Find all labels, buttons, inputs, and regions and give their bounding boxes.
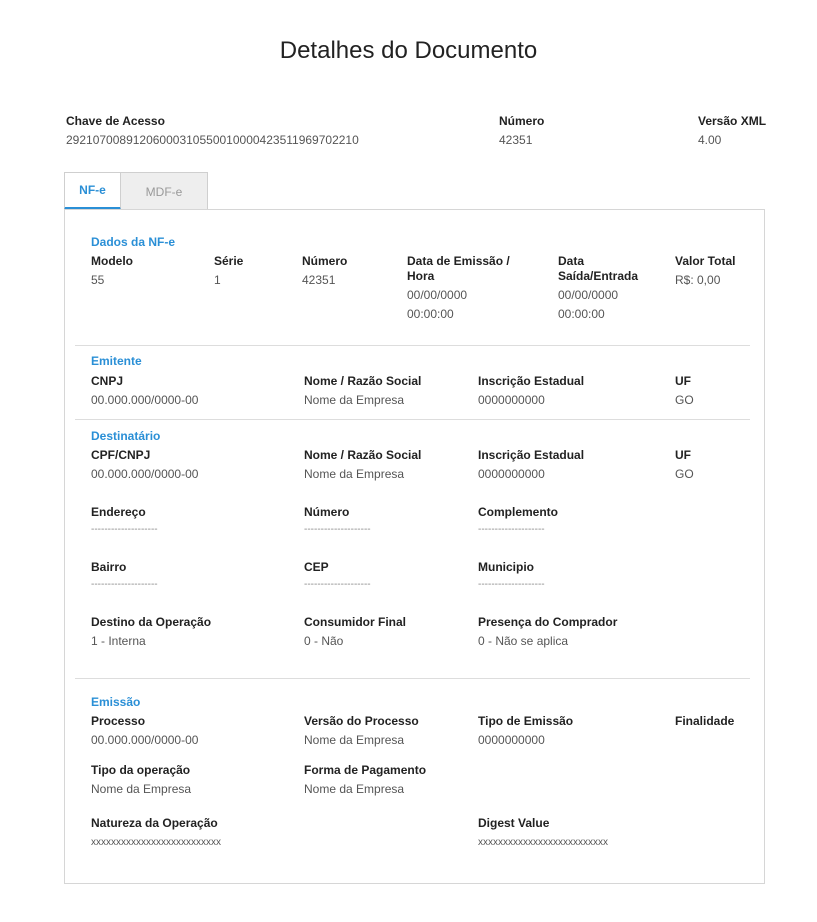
modelo-field xyxy=(91,254,133,288)
data-saida-label-entrada: Saída/Entrada xyxy=(558,269,639,283)
serie-value: 1 xyxy=(214,273,221,287)
emitente-uf-label: UF xyxy=(675,374,691,388)
tab-nfe[interactable]: NF-e xyxy=(64,172,121,210)
dest-nome-field xyxy=(304,448,421,482)
emissao-tipo-operacao-field xyxy=(91,763,191,797)
emissao-natureza-value: xxxxxxxxxxxxxxxxxxxxxxxxxx xyxy=(91,837,221,848)
tab-mdfe[interactable]: MDF-e xyxy=(121,172,208,210)
dest-destino-field xyxy=(91,615,211,649)
numero-nfe-value: 42351 xyxy=(302,273,336,287)
dest-numero-value: -------------------- xyxy=(304,524,371,535)
emissao-digest-value: xxxxxxxxxxxxxxxxxxxxxxxxxx xyxy=(478,837,608,848)
versao-xml-value: 4.00 xyxy=(698,133,722,147)
emitente-ie-label: Inscrição Estadual xyxy=(478,374,585,388)
dest-endereco-field xyxy=(91,505,158,537)
data-emissao-field xyxy=(407,254,510,322)
emissao-tipo-value: 0000000000 xyxy=(478,733,545,747)
dest-municipio-value: -------------------- xyxy=(478,579,545,590)
dest-nome-value: Nome da Empresa xyxy=(304,467,405,481)
numero-header-field xyxy=(499,114,544,148)
emissao-section-title: Emissão xyxy=(91,695,141,709)
emitente-uf-field xyxy=(675,374,694,408)
dest-cpf-value: 00.000.000/0000-00 xyxy=(91,467,199,481)
data-saida-date: 00/00/0000 xyxy=(558,288,619,302)
data-saida-time: 00:00:00 xyxy=(558,307,605,321)
modelo-label: Modelo xyxy=(91,254,133,268)
dest-presenca-field xyxy=(478,615,617,649)
dest-uf-value: GO xyxy=(675,467,694,481)
emissao-digest-field xyxy=(478,816,608,850)
dest-uf-field xyxy=(675,448,694,482)
numero-header-label: Número xyxy=(499,114,545,128)
numero-nfe-label: Número xyxy=(302,254,348,268)
versao-xml-label: Versão XML xyxy=(698,114,767,128)
chave-acesso-label: Chave de Acesso xyxy=(66,114,165,128)
emitente-ie-value: 0000000000 xyxy=(478,393,545,407)
modelo-value: 55 xyxy=(91,273,105,287)
serie-field xyxy=(214,254,243,288)
emitente-cnpj-field xyxy=(91,374,198,408)
dest-cpf-field xyxy=(91,448,198,482)
dest-cep-value: -------------------- xyxy=(304,579,371,590)
valor-total-label: Valor Total xyxy=(675,254,736,268)
emissao-tipo-operacao-label: Tipo da operação xyxy=(91,763,191,777)
emitente-nome-field xyxy=(304,374,421,408)
data-emissao-label-hora: Hora xyxy=(407,269,435,283)
emissao-forma-pagamento-field xyxy=(304,763,426,797)
numero-nfe-field xyxy=(302,254,347,288)
dest-bairro-value: -------------------- xyxy=(91,579,158,590)
emitente-cnpj-label: CNPJ xyxy=(91,374,124,388)
emissao-versao-field xyxy=(304,714,419,748)
chave-acesso-value: 29210700891206000310550010000423511969702210 xyxy=(66,133,359,147)
emitente-cnpj-value: 00.000.000/0000-00 xyxy=(91,393,199,407)
dest-municipio-label: Municipio xyxy=(478,560,534,574)
emitente-nome-label: Nome / Razão Social xyxy=(304,374,422,388)
data-emissao-date: 00/00/0000 xyxy=(407,288,468,302)
dest-consumidor-value: 0 - Não xyxy=(304,634,344,648)
dest-complemento-value: -------------------- xyxy=(478,524,545,535)
dest-municipio-field xyxy=(478,560,545,592)
dest-cep-label: CEP xyxy=(304,560,329,574)
section-divider xyxy=(75,678,750,679)
emissao-tipo-operacao-value: Nome da Empresa xyxy=(91,782,192,796)
dest-endereco-value: -------------------- xyxy=(91,524,158,535)
page-title: Detalhes do Documento xyxy=(279,37,538,64)
data-emissao-time: 00:00:00 xyxy=(407,307,454,321)
data-emissao-label: Data de Emissão / xyxy=(407,254,510,268)
dest-numero-label: Número xyxy=(304,505,350,519)
data-saida-field xyxy=(558,254,638,322)
dest-uf-label: UF xyxy=(675,448,691,462)
dest-complemento-field xyxy=(478,505,558,537)
numero-header-value: 42351 xyxy=(499,133,533,147)
valor-total-field xyxy=(675,254,735,288)
emissao-processo-field xyxy=(91,714,198,748)
emissao-forma-pagamento-value: Nome da Empresa xyxy=(304,782,405,796)
emissao-natureza-field xyxy=(91,816,221,850)
dest-cep-field xyxy=(304,560,371,592)
destinatario-section-title: Destinatário xyxy=(91,429,161,443)
emitente-uf-value: GO xyxy=(675,393,694,407)
dest-nome-label: Nome / Razão Social xyxy=(304,448,422,462)
dest-bairro-field xyxy=(91,560,158,592)
emissao-digest-label: Digest Value xyxy=(478,816,550,830)
dados-nfe-section-title: Dados da NF-e xyxy=(91,235,176,249)
serie-label: Série xyxy=(214,254,244,268)
emissao-natureza-label: Natureza da Operação xyxy=(91,816,218,830)
dest-presenca-label: Presença do Comprador xyxy=(478,615,618,629)
document-tabs xyxy=(64,172,208,210)
chave-acesso-field xyxy=(66,114,359,148)
valor-total-value: R$: 0,00 xyxy=(675,273,721,287)
dest-consumidor-label: Consumidor Final xyxy=(304,615,406,629)
emissao-finalidade-label: Finalidade xyxy=(675,714,735,728)
dest-destino-value: 1 - Interna xyxy=(91,634,146,648)
nfe-details-panel xyxy=(64,209,765,884)
dest-ie-label: Inscrição Estadual xyxy=(478,448,585,462)
emissao-versao-label: Versão do Processo xyxy=(304,714,419,728)
dest-numero-field xyxy=(304,505,371,537)
emitente-ie-field xyxy=(478,374,584,408)
emissao-tipo-label: Tipo de Emissão xyxy=(478,714,574,728)
emitente-section-title: Emitente xyxy=(91,354,142,368)
dest-ie-field xyxy=(478,448,584,482)
dest-bairro-label: Bairro xyxy=(91,560,127,574)
emissao-tipo-field xyxy=(478,714,573,748)
emissao-processo-label: Processo xyxy=(91,714,146,728)
section-divider xyxy=(75,419,750,420)
section-divider xyxy=(75,345,750,346)
emissao-processo-value: 00.000.000/0000-00 xyxy=(91,733,199,747)
dest-complemento-label: Complemento xyxy=(478,505,559,519)
emitente-nome-value: Nome da Empresa xyxy=(304,393,405,407)
dest-destino-label: Destino da Operação xyxy=(91,615,212,629)
dest-presenca-value: 0 - Não se aplica xyxy=(478,634,569,648)
data-saida-label: Data xyxy=(558,254,585,268)
emissao-forma-pagamento-label: Forma de Pagamento xyxy=(304,763,427,777)
dest-endereco-label: Endereço xyxy=(91,505,146,519)
versao-xml-field xyxy=(698,114,766,148)
dest-ie-value: 0000000000 xyxy=(478,467,545,481)
dest-cpf-label: CPF/CNPJ xyxy=(91,448,151,462)
emissao-finalidade-field xyxy=(675,714,734,729)
dest-consumidor-field xyxy=(304,615,406,649)
emissao-versao-value: Nome da Empresa xyxy=(304,733,405,747)
